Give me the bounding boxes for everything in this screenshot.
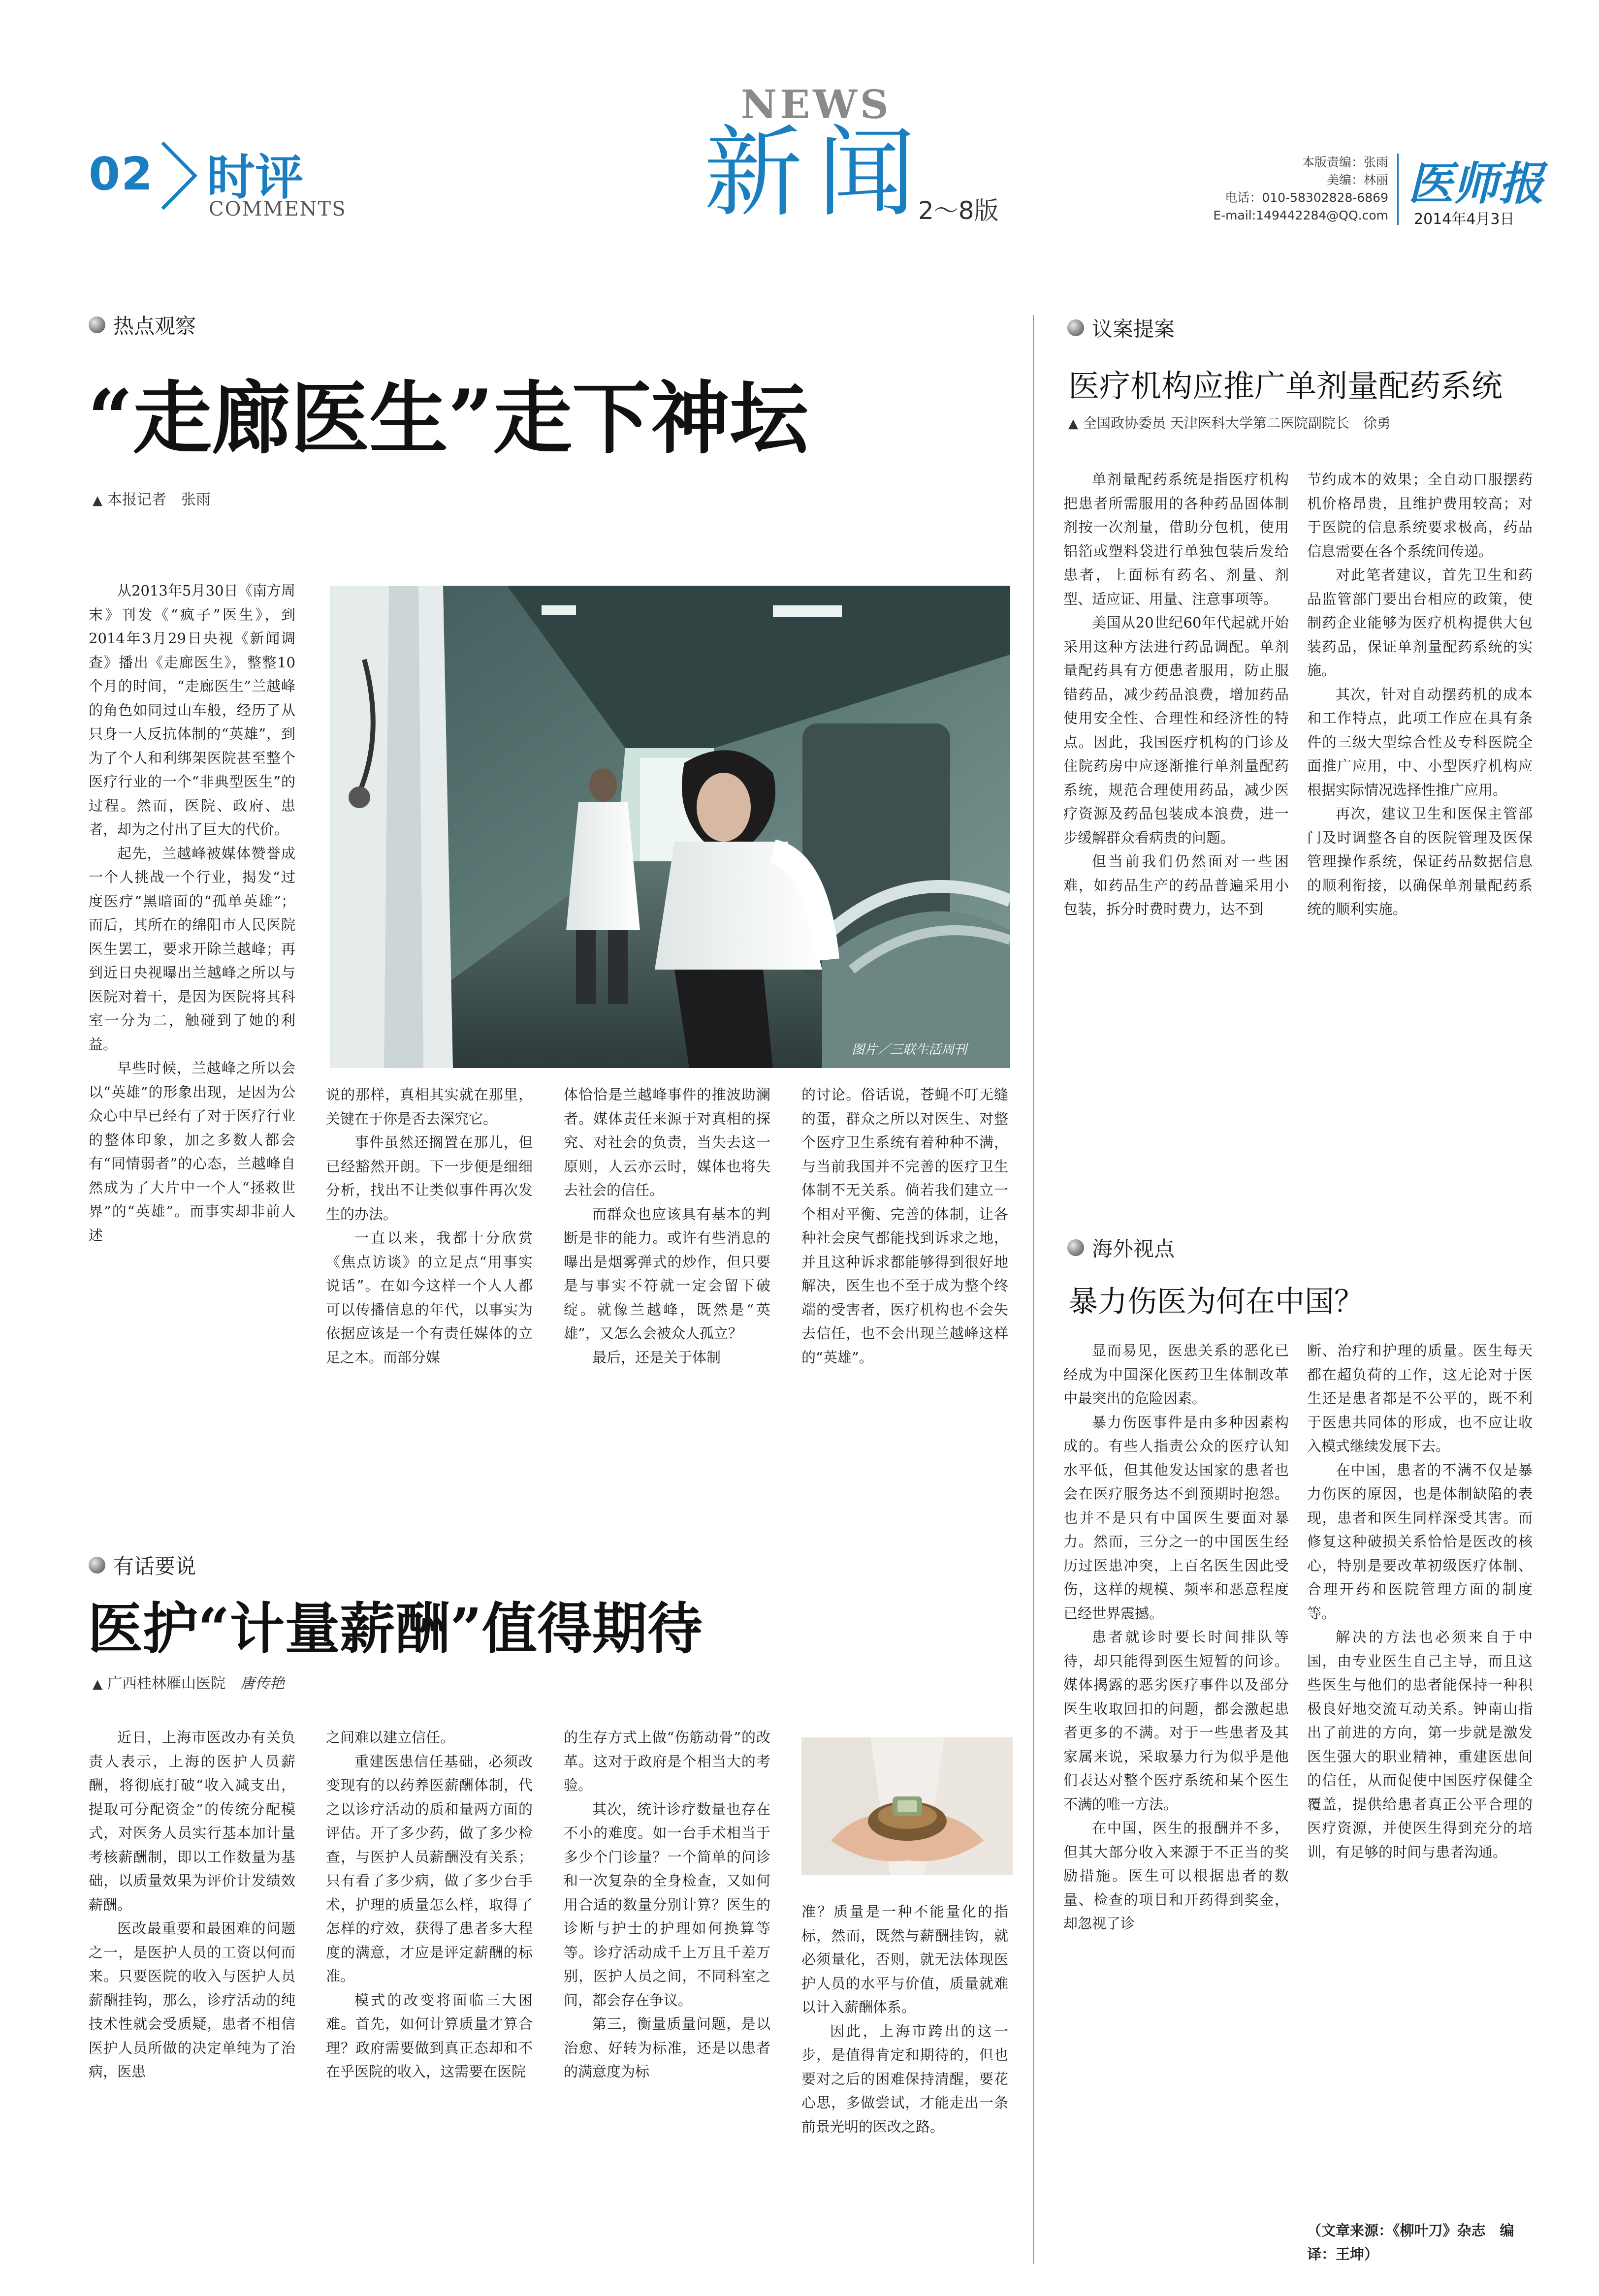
article4-column-1: 显而易见，医患关系的恶化已经成为中国深化医药卫生体制改革中最突出的危险因素。 暴力伤医事件是由多种因素构成的。有些人指责公众的医疗认知水平低，但其他发达国家的患者也会在医疗服务达不到预期时抱怨。也并不是只有中国医生要面对暴力。然而，三分之一的中国医生经历过医患冲突，上百名医生因此受伤，这样的规模、频率和恶意程度已经世界震撼。 患者就诊时要长时间排队等待，却只能得到医生短暂的问诊。媒体揭露的恶劣医疗事件以及部分医生收取回扣的问题，都会激起患者更多的不满。对于一些患者及其家属来说，采取暴力行为似乎是他们表达对整个医疗系统和某个医生不满的唯一方法。 在中国，医生的报酬并不多，但其大部分收入来源于不正当的奖励措施。医生可以根据患者的数量、检查的项目和开药得到奖金，却忽视了诊 [1063, 1342, 1289, 1932]
article2-column-1: 近日，上海市医改办有关负责人表示，上海的医护人员薪酬，将彻底打破“收入减支出，提取可分配资金”的传统分配模式，对医务人员实行基本加计量考核薪酬制，即以工作数量为基础，以质量效果为评价计发绩效薪酬。 医改最重要和最困难的问题之一，是医护人员的工资以何而来。只要医院的收入与医护人员薪酬挂钩，那么，诊疗活动的纯技术性就会受质疑，患者不相信医护人员所做的决定单纯为了治病，医患 [89, 1729, 295, 2080]
triangle-icon: ▲ [93, 1677, 102, 1692]
article4-column-2: 断、治疗和护理的质量。医生每天都在超负荷的工作，这无论对于医生还是患者都是不公平的，既不利于医患共同体的形成，也不应让收入模式继续发展下去。 在中国，患者的不满不仅是暴力伤医的原因，也是体制缺陷的表现，患者和医生同样深受其害。而修复这种破损关系恰恰是医改的核心，特别是要改革初级医疗体制、合理开药和医院管理方面的制度等。 解决的方法也必须来自于中国，由专业医生自己主导，而且这些医生与他们的患者能保持一种积极良好地交流互动关系。钟南山指出了前进的方向，第一步就是激发医生强大的职业精神，重建医患间的信任，从而促使中国医疗保健全覆盖，提供给患者真正公平合理的医疗资源，并使医生得到充分的培训，有足够的时间与患者沟通。 [1307, 1342, 1533, 1860]
hospital-corridor-illustration [330, 586, 1010, 1068]
chevron-right-icon [157, 139, 201, 213]
page-range: 2～8版 [918, 196, 999, 225]
article3-headline: 医疗机构应推广单剂量配药系统 [1068, 368, 1503, 404]
article1-column-4: 的讨论。俗话说，苍蝇不叮无缝的蛋，群众之所以对医生、对整个医疗卫生系统有着种种不满，与当前我国并不完善的医疗卫生体制不无关系。倘若我们建立一个相对平衡、完善的体制，让各种社会戾气都能找到诉求之地，并且这种诉求都能够得到很好地解决，医生也不至于成为整个终端的受害者，医疗机构也不会失去信任，也不会出现兰越峰这样的“英雄”。 [801, 1086, 1008, 1366]
article1-column-1: 从2013年5月30日《南方周末》刊发《“疯子”医生》，到2014年3月29日央视《新闻调查》播出《走廊医生》，整整10个月的时间，“走廊医生”兰越峰的角色如同过山车般，经历了从只身一人反抗体制的“英雄”，到为了个人和利绑架医院甚至整个医疗行业的一个“非典型医生”的过程。然而，医院、政府、患者，却为之付出了巨大的代价。 起先，兰越峰被媒体赞誉成一个人挑战一个行业，揭发“过度医疗”黑暗面的“孤单英雄”；而后，其所在的绵阳市人民医院医生罢工，要求开除兰越峰；再到近日央视曝出兰越峰之所以与医院对着干，是因为医院将其科室一分为二，触碰到了她的利益。 早些时候，兰越峰之所以会以“英雄”的形象出现，是因为公众心中早已经有了对于医疗行业的整体印象，加之多数人都会有“同情弱者”的心态，兰越峰自然成为了大片中一个人“拯救世界”的“英雄”。而事实却非前人述 [89, 582, 295, 1244]
bullet-icon [89, 1557, 105, 1573]
email: E-mail:149442284@QQ.com [1213, 208, 1388, 222]
article1-byline: ▲ 本报记者 张雨 [93, 491, 211, 508]
paper-logo: 医师报 [1408, 157, 1544, 210]
editor: 本版责编：张雨 [1302, 155, 1388, 169]
article3-column-1: 单剂量配药系统是指医疗机构把患者所需服用的各种药品固体制剂按一次剂量，借助分包机，使用铝箔或塑料袋进行单独包装后发给患者，上面标有药名、剂量、剂型、适应证、用量、注意事项等。 美国从20世纪60年代起就开始采用这种方法进行药品调配。单剂量配药具有方便患者服用，防止服错药品，减少药品浪费，增加药品使用安全性、合理性和经济性的特点。因此，我国医疗机构的门诊及住院药房中应逐渐推行单剂量配药系统，规范合理使用药品，减少医疗资源及药品包装成本浪费，进一步缓解群众看病贵的问题。 但当前我们仍然面对一些困难，如药品生产的药品普遍采用小包装，拆分时费时费力，达不到 [1063, 471, 1289, 917]
phone: 电话：010-58302828-6869 [1225, 190, 1388, 205]
article1-headline: “走廊医生”走下神坛 [88, 372, 809, 465]
column-divider [1033, 315, 1034, 2264]
article2-column-4: 准？质量是一种不能量化的指标，然而，既然与薪酬挂钩，就必须量化，否则，就无法体现医护人员的水平与价值，质量就难以计入薪酬体系。 因此，上海市跨出的这一步，是值得肯定和期待的，但也要对之后的困难保持清醒，要花心思，多做尝试，才能走出一条前景光明的医改之路。 [801, 1903, 1008, 2135]
article4-source: （文章来源：《柳叶刀》杂志 编译：王坤） [1307, 2222, 1514, 2263]
section-label-hot: 热点观察 [89, 310, 196, 340]
article2-headline: 医护“计量薪酬”值得期待 [88, 1597, 703, 1661]
section-label-opinion: 有话要说 [89, 1550, 196, 1580]
hands-money-photo [801, 1737, 1013, 1875]
triangle-icon: ▲ [93, 493, 102, 508]
masthead-divider [1397, 154, 1399, 225]
triangle-icon: ▲ [1068, 416, 1078, 431]
news-cn-label: 新闻 [704, 116, 931, 230]
section-title: 时评 [207, 150, 304, 206]
article3-byline: ▲ 全国政协委员 天津医科大学第二医院副院长 徐勇 [1068, 415, 1391, 431]
bullet-icon [1067, 1239, 1084, 1256]
bullet-icon [89, 316, 105, 333]
article2-byline: ▲ 广西桂林雁山医院 唐传艳 [93, 1675, 285, 1692]
article4-headline: 暴力伤医为何在中国？ [1068, 1285, 1364, 1319]
article1-column-2: 说的那样，真相其实就在那里，关键在于你是否去深究它。 事件虽然还搁置在那儿，但已经豁然开朗。下一步便是细细分析，找出不让类似事件再次发生的办法。 一直以来，我都十分欣赏《焦点访谈》的立足点“用事实说话”。在如今这样一个人人都可以传播信息的年代，以事实为依据应该是一个有责任媒体的立足之本。而部分媒 [326, 1086, 533, 1366]
page-number: 02 [89, 148, 154, 200]
bullet-icon [1067, 319, 1084, 336]
masthead-info [1211, 154, 1388, 224]
section-label-overseas: 海外视点 [1067, 1233, 1175, 1262]
article1-column-3: 体恰恰是兰越峰事件的推波助澜者。媒体责任来源于对真相的探究、对社会的负责，当失去这一原则，人云亦云时，媒体也将失去社会的信任。 而群众也应该具有基本的判断是非的能力。或许有些消息的曝出是烟雾弹式的炒作，但只要是与事实不符就一定会留下破绽。就像兰越峰，既然是“英雄”，又怎么会被众人孤立？ 最后，还是关于体制 [564, 1086, 770, 1366]
section-title-en: COMMENTS [209, 198, 347, 220]
photo-credit: 图片／三联生活周刊 [852, 1042, 967, 1057]
article3-column-2: 节约成本的效果；全自动口服摆药机价格昂贵，且维护费用较高；对于医院的信息系统要求极高，药品信息需要在各个系统间传递。 对此笔者建议，首先卫生和药品监管部门要出台相应的政策，使制药企业能够为医疗机构提供大包装药品，保证单剂量配药系统的实施。 其次，针对自动摆药机的成本和工作特点，此项工作应在具有条件的三级大型综合性及专科医院全面推广应用，中、小型医疗机构应根据实际情况选择性推广应用。 再次，建议卫生和医保主管部门及时调整各自的医院管理及医保管理操作系统，保证药品数据信息的顺利衔接，以确保单剂量配药系统的顺利实施。 [1307, 471, 1533, 917]
article2-column-3: 的生存方式上做“伤筋动骨”的改革。这对于政府是个相当大的考验。 其次，统计诊疗数量也存在不小的难度。如一台手术相当于多少个门诊量？一个简单的问诊和一次复杂的全身检查，又如何用合适的数量分别计算？医生的诊断与护士的护理如何换算等等。诊疗活动成千上万且千差万别，医护人员之间，不同科室之间，都会存在争议。 第三，衡量质量问题，是以治愈、好转为标准，还是以患者的满意度为标 [564, 1729, 770, 2080]
news-en-label: NEWS [741, 81, 892, 127]
issue-date: 2014年4月3日 [1414, 211, 1515, 228]
section-label-proposal: 议案提案 [1067, 313, 1175, 343]
designer: 美编：林丽 [1326, 173, 1388, 187]
article2-column-2: 之间难以建立信任。 重建医患信任基础，必须改变现有的以药养医薪酬体制，代之以诊疗活动的质和量两方面的评估。开了多少药，做了多少检查，与医护人员薪酬没有关系；只有看了多少病，做了多少台手术，护理的质量怎么样，取得了怎样的疗效，获得了患者多大程度的满意，才应是评定薪酬的标准。 模式的改变将面临三大困难。首先，如何计算质量才算合理？政府需要做到真正态却和不在乎医院的收入，这需要在医院 [326, 1729, 533, 2080]
